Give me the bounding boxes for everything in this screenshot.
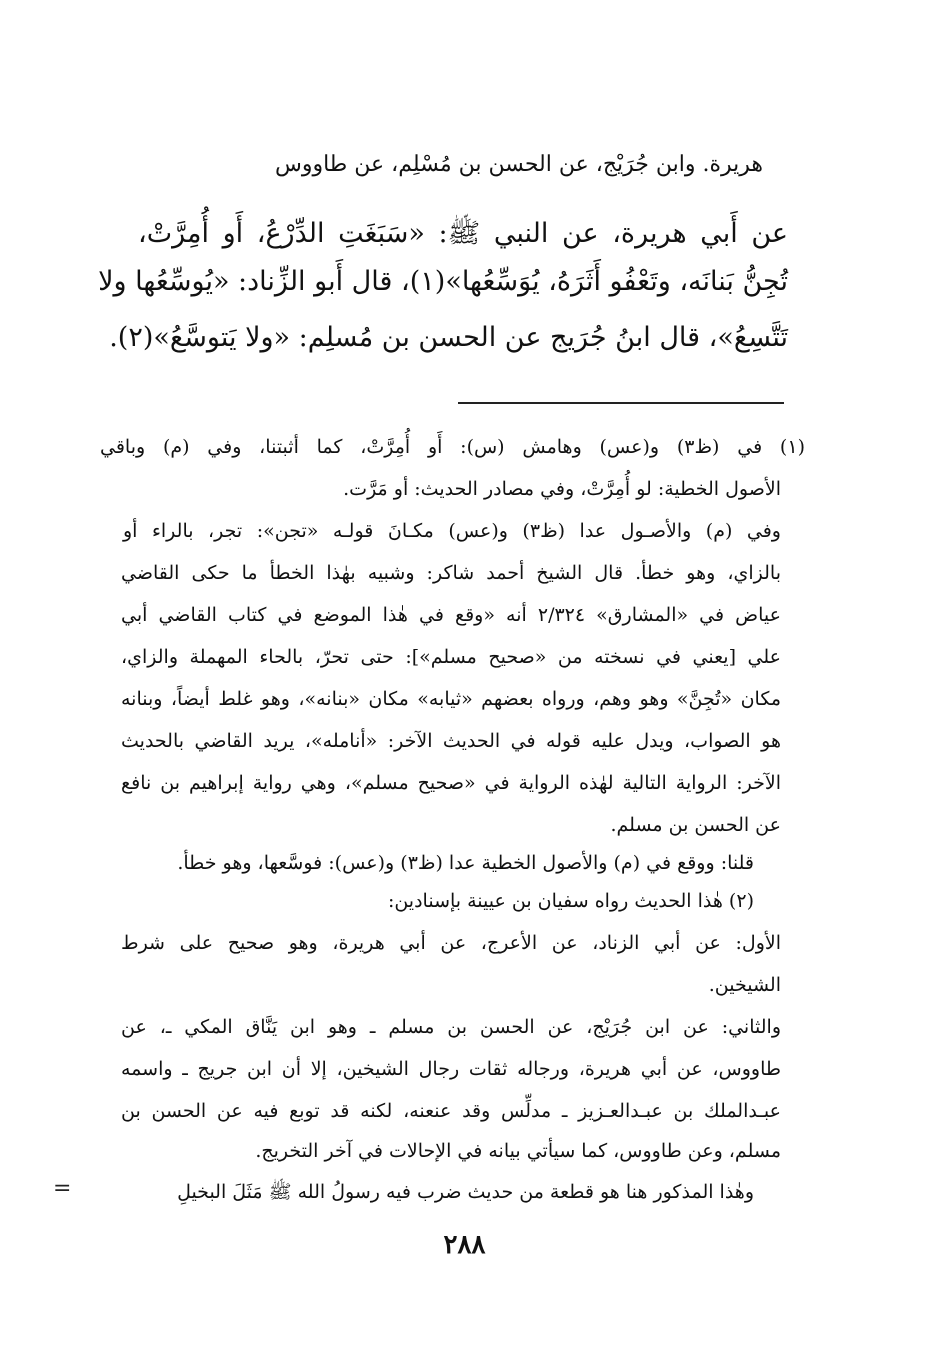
main-text-line: تُجِنُّ بَنانَه، وتَعْفُو أَثَرَهُ، يُوَسِّعُها»(١)، قال أَبو الزِّناد: «يُوسِّعُها ولا (98, 266, 788, 297)
footnote-line: طاووس، عن أبي هريرة، ورجاله ثقات رجال الشيخين، إلا أن ابن جريج ـ واسمه (121, 1058, 781, 1080)
footnote-line: الآخر: الرواية التالية لهٰذه الرواية في «صحيح مسلم»، وهي رواية إبراهيم بن نافع (121, 772, 781, 794)
footnote-line: (٢) هٰذا الحديث رواه سفيان بن عيينة بإسنادين: (387, 890, 754, 912)
footnote-line: (١) في (ظ٣) و(عس) وهامش (س): أَو أُمِرَّتْ، كما أثبتنا، وفي (م) وباقي (100, 436, 805, 458)
main-text-line: عن أَبي هريرة، عن النبي ﷺ: «سَبَغَتِ الدِّرْعُ، أَو أُمِرَّتْ، (138, 218, 788, 249)
main-text-line: تَتَّسِعُ»، قال ابنُ جُرَيج عن الحسن بن مُسلِم: «ولا يَتوسَّعُ»(٢). (109, 322, 788, 353)
footnote-line: الشيخين. (708, 974, 781, 996)
footnote-separator (458, 402, 784, 404)
footnote-line: عبـدالملك بن عبـدالعـزيز ـ مدلِّس وقد عنعنه، لكنه قد توبع فيه عن الحسن بن (121, 1100, 781, 1122)
footnote-line: الأصول الخطية: لو أُمِرَّتْ، وفي مصادر الحديث: أو مَرَّت. (343, 478, 781, 500)
footnote-line: مسلم، وعن طاووس، كما سيأتي بيانه في الإحالات في آخر التخريج. (255, 1140, 781, 1162)
footnote-line: وهٰذا المذكور هنا هو قطعة من حديث ضرب فيه رسولُ الله ﷺ مَثَلَ البخيلِ (177, 1181, 754, 1203)
footnote-line: بالزاي، وهو خطأ. قال الشيخ أحمد شاكر: وشبيه بهٰذا الخطأ ما حكى القاضي (121, 562, 781, 584)
footnote-line: عن الحسن بن مسلم. (610, 814, 781, 836)
continuation-marker: = (53, 1176, 72, 1201)
footnote-line: الأول: عن أبي الزناد، عن الأعرج، عن أبي هريرة، وهو صحيح على شرط (121, 932, 781, 954)
page-number: ٢٨٨ (443, 1230, 486, 1260)
footnote-line: وفي (م) والأصـول عدا (ظ٣) و(عس) مكـانَ قولـه «تجن»: تجر، بالراء أو (123, 520, 781, 542)
main-text-line: هريرة. وابن جُرَيْج، عن الحسن بن مُسْلِم، عن طاووس (275, 152, 763, 177)
footnote-line: قلنا: ووقع في (م) والأصول الخطية عدا (ظ٣) و(عس): فوسَّعها، وهو خطأ. (177, 852, 754, 874)
footnote-line: مكان «تُجِنَّ» وهو وهم، ورواه بعضهم «ثيابه» مكان «بنانه»، وهو غلط أيضاً، وبنانه (121, 688, 781, 710)
footnote-line: هو الصواب، ويدل عليه قوله في الحديث الآخر: «أنامله»، يريد القاضي بالحديث (121, 730, 781, 752)
footnote-line: والثاني: عن ابن جُرَيْج، عن الحسن بن مسلم ـ وهو ابن يَنَّاق المكي ـ، عن (121, 1016, 781, 1038)
footnote-line: عياض في «المشارق» ٢/٣٢٤ أنه «وقع في هٰذا الموضع في كتاب القاضي أبي (121, 604, 781, 626)
footnote-line: علي [يعني في نسخته من «صحيح مسلم»]: حتى تحرّ، بالحاء المهملة والزاي، (121, 646, 781, 668)
